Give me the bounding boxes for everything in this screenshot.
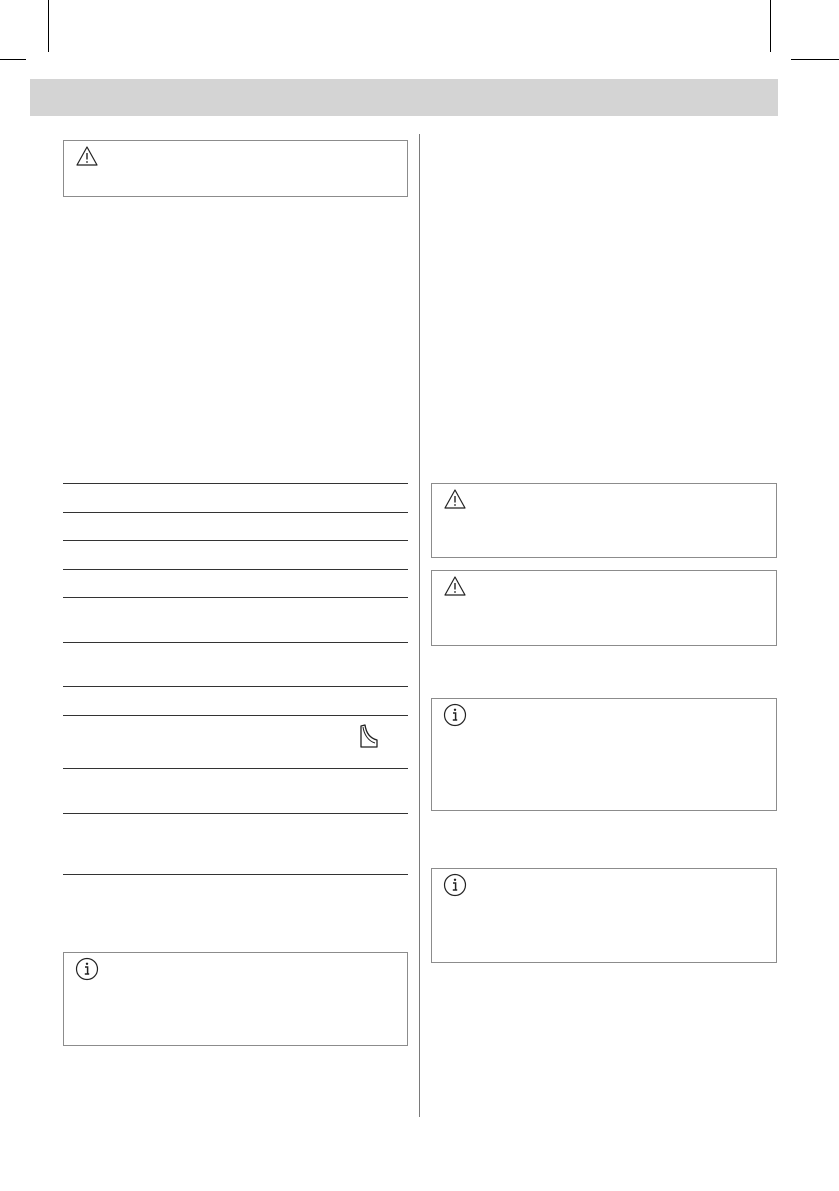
info-box <box>63 952 408 1046</box>
table-row-divider <box>63 686 408 687</box>
warning-box <box>431 570 777 646</box>
table-row-divider <box>63 569 408 570</box>
warning-triangle-icon <box>75 145 99 169</box>
info-circle-icon <box>443 703 467 727</box>
warning-triangle-icon <box>443 488 467 512</box>
bag-mode-icon <box>358 723 380 749</box>
section-header-bar <box>30 79 778 116</box>
table-row-divider <box>63 813 408 814</box>
table-row-divider <box>63 512 408 513</box>
warning-box <box>63 140 408 197</box>
table-row-divider <box>63 715 408 716</box>
info-circle-icon <box>75 957 99 981</box>
table-row-divider <box>63 768 408 769</box>
table-row-divider <box>63 540 408 541</box>
info-circle-icon <box>443 873 467 897</box>
warning-triangle-icon <box>443 575 467 599</box>
table-row-divider <box>63 483 408 484</box>
table-row-divider <box>63 874 408 875</box>
warning-box <box>431 483 777 558</box>
info-box <box>431 868 777 963</box>
table-row-divider <box>63 597 408 598</box>
column-divider <box>419 134 420 1117</box>
info-box <box>431 698 777 811</box>
table-row-divider <box>63 642 408 643</box>
